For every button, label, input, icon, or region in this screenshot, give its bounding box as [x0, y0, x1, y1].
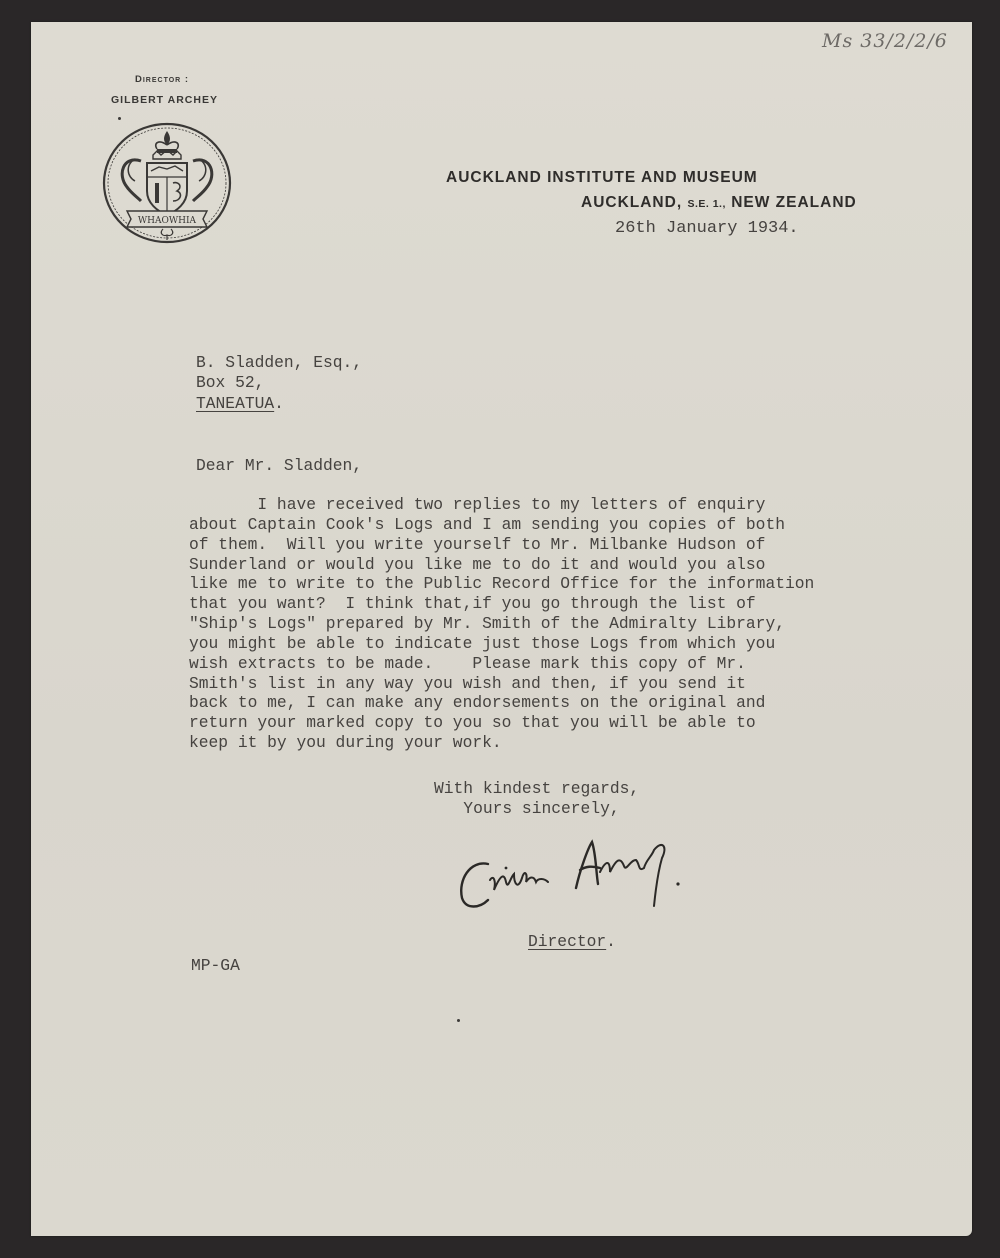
letterhead-city: AUCKLAND, [581, 194, 683, 211]
recipient-address [196, 353, 362, 414]
paper-speck [118, 117, 121, 120]
recipient-line-1: B. Sladden, Esq., [196, 353, 363, 372]
signature-handwritten [440, 820, 720, 920]
letterhead-institution: AUCKLAND INSTITUTE AND MUSEUM [446, 169, 758, 186]
archive-reference: Ms 33/2/2/6 [822, 30, 948, 52]
body-line: "Ship's Logs" prepared by Mr. Smith of the Admiralty Library, [189, 614, 785, 634]
letter-date: 26th January 1934. [615, 219, 799, 238]
letterhead-director-name: GILBERT ARCHEY [111, 94, 218, 106]
body-line: you might be able to indicate just those Logs from which you [189, 633, 776, 653]
closing-line-2: Yours sincerely, [434, 799, 620, 819]
body-line: like me to write to the Public Record Office for the information [189, 574, 815, 594]
paper-speck [457, 1019, 460, 1022]
recipient-line-2: Box 52, [196, 373, 265, 393]
body-line: wish extracts to be made. Please mark this copy of Mr. [189, 653, 746, 673]
body-line: back to me, I can make any endorsements on the original and [189, 693, 766, 713]
body-line: of them. Will you write yourself to Mr. Milbanke Hudson of [189, 534, 766, 554]
recipient-town: TANEATUA [196, 393, 275, 413]
letterhead-director-label: Director : [135, 74, 190, 85]
closing [434, 779, 639, 820]
svg-text:WHAOWHIA: WHAOWHIA [137, 216, 197, 226]
body-line: Smith's list in any way you wish and then, if you send it [189, 673, 746, 693]
reference-initials: MP-GA [191, 956, 240, 975]
body-line: keep it by you during your work. [189, 733, 502, 753]
signatory-title: Director. [528, 932, 616, 951]
body-line: I have received two replies to my letters of enquiry [189, 495, 766, 514]
body-line: that you want? I think that,if you go through the list of [189, 594, 756, 614]
letter-body [189, 495, 814, 753]
letterhead-country: NEW ZEALAND [731, 194, 857, 211]
salutation: Dear Mr. Sladden, [196, 456, 363, 475]
body-line: return your marked copy to you so that you will be able to [189, 713, 756, 733]
letterhead-address [581, 194, 857, 212]
recipient-line-3: TANEATUA. [196, 393, 284, 413]
closing-line-1: With kindest regards, [434, 779, 640, 798]
body-line: Sunderland or would you like me to do it and would you also [189, 554, 766, 574]
letterhead-district: S.E. 1., [687, 198, 726, 210]
body-line: about Captain Cook's Logs and I am sending you copies of both [189, 514, 785, 534]
museum-seal-icon [101, 121, 233, 245]
